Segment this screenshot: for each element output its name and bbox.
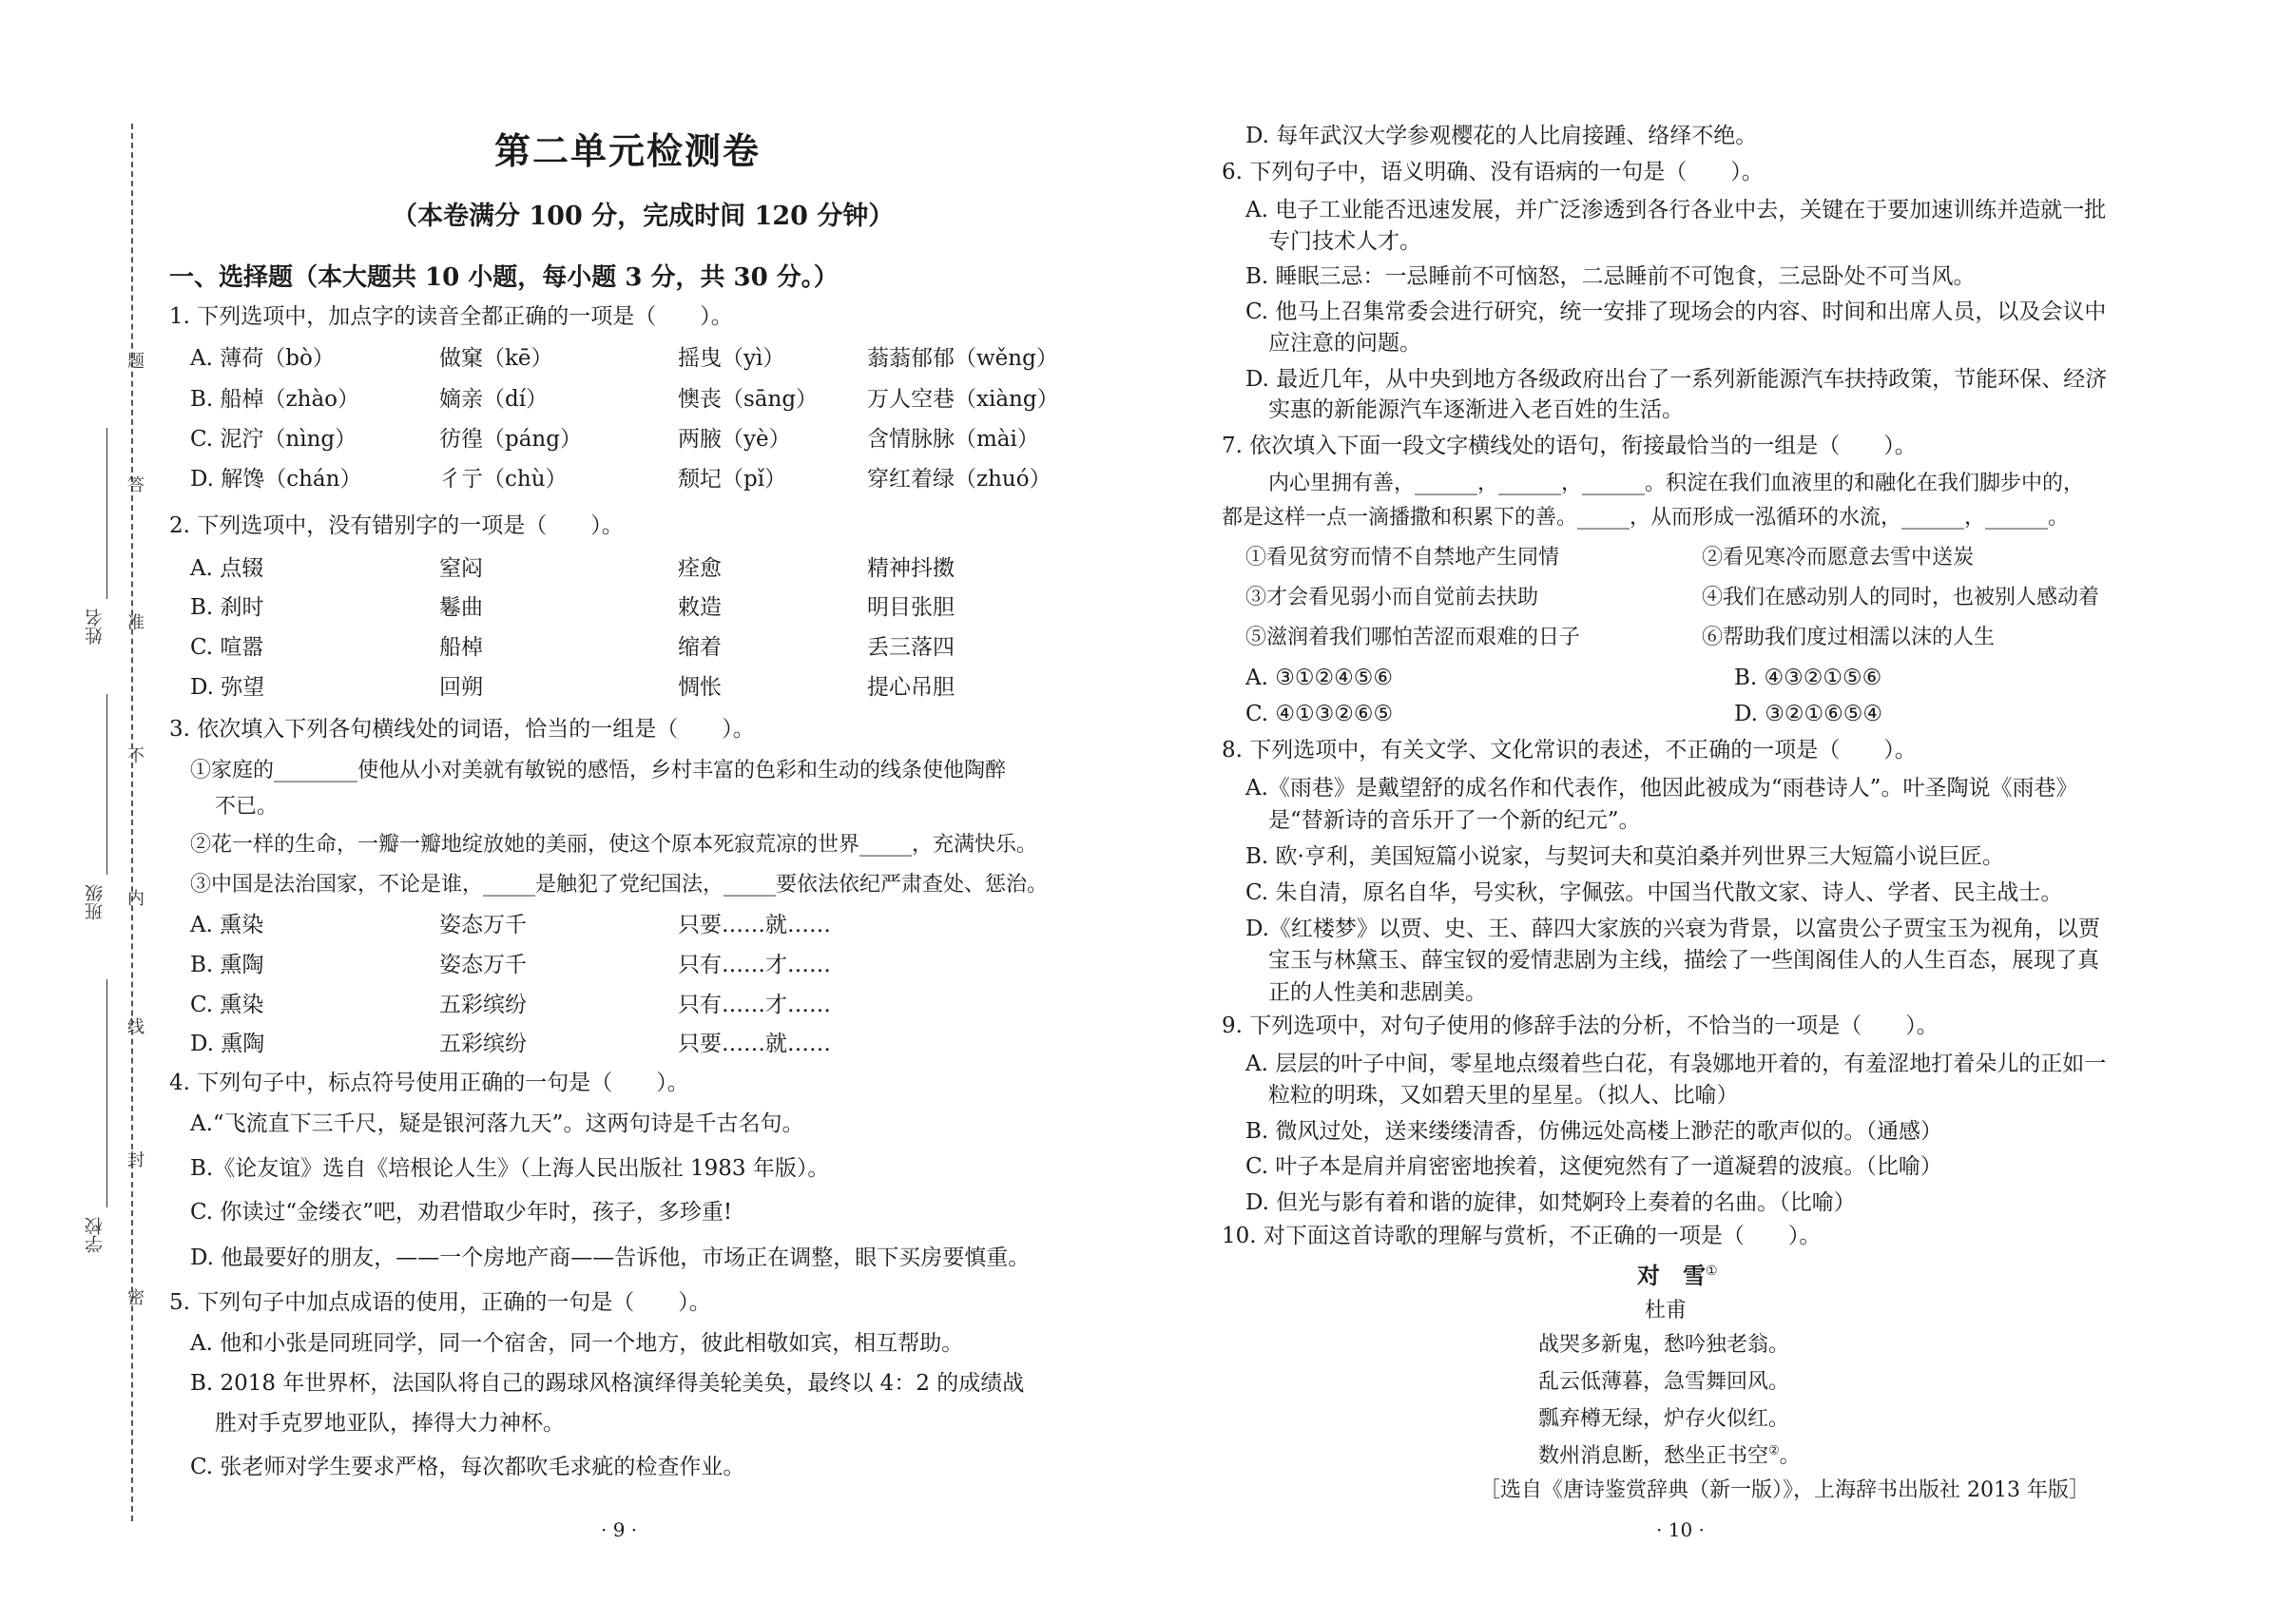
option-d-cont: 正的人性美和悲剧美。 <box>1268 980 1487 1005</box>
option-cell[interactable]: A. 薄荷（bò） <box>190 346 335 371</box>
option-cell: 只要……就…… <box>678 913 831 937</box>
option-d[interactable]: D. 但光与影有着和谐的旋律，如梵婀玲上奏着的名曲。（比喻） <box>1245 1190 1856 1215</box>
school-label: 学校 <box>85 1217 106 1253</box>
option-c[interactable]: C. 叶子本是肩并肩密密地挨着，这便宛然有了一道凝碧的波痕。（比喻） <box>1245 1154 1942 1179</box>
option-cell: 船棹 <box>439 635 483 660</box>
option-cell: 嫡亲（dí） <box>439 387 549 412</box>
poem-title-text: 对 雪 <box>1637 1262 1706 1289</box>
option-cell: 只有……才…… <box>678 993 831 1017</box>
option-a[interactable]: A. 层层的叶子中间，零星地点缀着些白花，有袅娜地开着的，有羞涩地打着朵儿的正如一 <box>1245 1052 2107 1076</box>
option-cell[interactable]: A. 点辍 <box>190 556 264 581</box>
question-stem: 2. 下列选项中，没有错别字的一项是（ ）。 <box>169 513 624 538</box>
poem-source: ［选自《唐诗鉴赏辞典（新一版）》，上海辞书出版社 2013 年版］ <box>1479 1478 2090 1502</box>
option-cell: 姿态万千 <box>439 953 527 977</box>
option-b-cont: 胜对手克罗地亚队，捧得大力神杯。 <box>215 1411 565 1436</box>
option-b[interactable]: B. 欧·亨利，美国短篇小说家，与契诃夫和莫泊桑并列世界三大短篇小说巨匠。 <box>1245 844 2004 869</box>
binding-dashed-line <box>131 124 133 1521</box>
option-cell: 做窠（kē） <box>439 346 553 371</box>
name-label: 姓名 <box>85 608 106 645</box>
answer-option[interactable]: A. ③①②④⑤⑥ <box>1245 666 1393 690</box>
sentence-3: ③中国是法治国家，不论是谁，_____是触犯了党纪国法，_____要依法依纪严肃查处、惩治。 <box>190 873 1049 897</box>
answer-option[interactable]: B. ④③②①⑤⑥ <box>1734 666 1882 690</box>
option-cell: 含情脉脉（mài） <box>867 427 1039 452</box>
poem-author: 杜甫 <box>1645 1299 1688 1323</box>
option-cell: 颓圮（pǐ） <box>678 467 787 492</box>
question-stem: 3. 依次填入下列各句横线处的词语，恰当的一组是（ ）。 <box>169 717 755 742</box>
binding-mark: 封 <box>125 1150 145 1168</box>
question-stem: 6. 下列句子中，语义明确、没有语病的一句是（ ）。 <box>1222 160 1764 184</box>
option-cell: 懊丧（sāng） <box>678 387 819 412</box>
name-blank-line[interactable] <box>106 428 107 599</box>
option-cell: 两腋（yè） <box>678 427 791 452</box>
option-b[interactable]: B. 2018 年世界杯，法国队将自己的踢球风格演绎得美轮美奂，最终以 4：2 的成绩战 <box>190 1371 1025 1396</box>
option-cell: 万人空巷（xiàng） <box>867 387 1059 412</box>
option-c[interactable]: C. 他马上召集常委会进行研究，统一安排了现场会的内容、时间和出席人员，以及会议中 <box>1245 299 2107 324</box>
option-cell: 穿红着绿（zhuó） <box>867 467 1052 492</box>
option-d[interactable]: D. 每年武汉大学参观樱花的人比肩接踵、络绎不绝。 <box>1245 124 1758 148</box>
option-c[interactable]: C. 你读过“金缕衣”吧，劝君惜取少年时，孩子，多珍重! <box>190 1200 733 1225</box>
option-cell[interactable]: C. 熏染 <box>190 993 264 1017</box>
option-d[interactable]: D.《红楼梦》以贾、史、王、薛四大家族的兴衰为背景，以富贵公子贾宝玉为视角，以贾 <box>1245 917 2100 941</box>
sentence-1: ①家庭的________使他从小对美就有敏锐的感悟，乡村丰富的色彩和生动的线条使他陶醉 <box>190 759 1007 782</box>
option-cell[interactable]: D. 解馋（chán） <box>190 467 362 492</box>
poem-line: 瓢弃樽无绿，炉存火似红。 <box>1538 1407 1790 1431</box>
option-d-cont: 宝玉与林黛玉、薛宝钗的爱情悲剧为主线，描绘了一些闺阁佳人的人生百态，展现了真 <box>1268 948 2099 973</box>
option-a-cont: 专门技术人才。 <box>1268 229 1421 254</box>
poem-line <box>1538 1439 1801 1469</box>
question-stem: 4. 下列句子中，标点符号使用正确的一句是（ ）。 <box>169 1071 689 1095</box>
school-blank-line[interactable] <box>106 979 107 1207</box>
option-cell: 提心吊胆 <box>867 675 955 700</box>
option-d[interactable]: D. 他最要好的朋友，——一个房地产商——告诉他，市场正在调整，眼下买房要慎重。 <box>190 1245 1031 1270</box>
option-cell[interactable]: D. 弥望 <box>190 675 265 700</box>
class-label: 班级 <box>85 884 106 920</box>
section-heading: 一、选择题（本大题共 10 小题，每小题 3 分，共 30 分。） <box>169 263 839 292</box>
option-a-cont: 粒粒的明珠，又如碧天里的星星。（拟人、比喻） <box>1268 1083 1739 1108</box>
footnote-marker: ① <box>1706 1264 1718 1279</box>
option-cell[interactable]: A. 熏染 <box>190 913 264 937</box>
question-stem: 1. 下列选项中，加点字的读音全都正确的一项是（ ）。 <box>169 304 733 329</box>
answer-option[interactable]: D. ③②①⑥⑤④ <box>1734 702 1882 726</box>
question-stem: 7. 依次填入下面一段文字横线处的语句，衔接最恰当的一组是（ ）。 <box>1222 434 1917 458</box>
option-cell: 敕造 <box>678 595 722 620</box>
option-cell: 彳亍（chù） <box>439 467 568 492</box>
option-a[interactable]: A. 电子工业能否迅速发展，并广泛渗透到各行各业中去，关键在于要加速训练并造就一批 <box>1245 198 2107 222</box>
option-c-cont: 应注意的问题。 <box>1268 331 1421 356</box>
question-stem: 9. 下列选项中，对句子使用的修辞手法的分析，不恰当的一项是（ ）。 <box>1222 1014 1939 1038</box>
option-cell: 精神抖擞 <box>867 556 955 581</box>
option-a[interactable]: A. 他和小张是同班同学，同一个宿舍，同一个地方，彼此相敬如宾，相互帮助。 <box>190 1331 964 1356</box>
binding-mark: 线 <box>125 1017 145 1034</box>
question-stem: 5. 下列句子中加点成语的使用，正确的一句是（ ）。 <box>169 1290 711 1315</box>
option-cell[interactable]: B. 熏陶 <box>190 953 264 977</box>
sentence-option: ④我们在感动别人的同时，也被别人感动着 <box>1702 586 2100 609</box>
poem-line: 战哭多新鬼，愁吟独老翁。 <box>1538 1333 1790 1357</box>
sentence-option: ②看见寒冷而愿意去雪中送炭 <box>1702 546 1975 570</box>
poem-line-end: 。 <box>1779 1444 1801 1468</box>
poem-line-text: 数州消息断，愁坐正书空 <box>1538 1444 1769 1468</box>
option-cell: 惆怅 <box>678 675 722 700</box>
option-cell: 缩着 <box>678 635 722 660</box>
option-cell: 五彩缤纷 <box>439 1032 527 1056</box>
option-cell[interactable]: C. 喧嚣 <box>190 635 264 660</box>
class-blank-line[interactable] <box>106 694 107 875</box>
option-cell: 五彩缤纷 <box>439 993 527 1017</box>
option-cell: 彷徨（páng） <box>439 427 582 452</box>
option-cell: 摇曳（yì） <box>678 346 785 371</box>
sentence-1-cont: 不已。 <box>215 795 279 819</box>
option-cell: 蓊蓊郁郁（wěng） <box>867 346 1058 371</box>
option-cell: 丢三落四 <box>867 635 955 660</box>
sentence-option: ⑤滋润着我们哪怕苦涩而艰难的日子 <box>1245 626 1581 649</box>
page-number: · 9 · <box>601 1518 638 1541</box>
option-cell: 明目张胆 <box>867 595 955 620</box>
page-number: · 10 · <box>1656 1518 1705 1541</box>
option-a[interactable]: A.“飞流直下三千尺，疑是银河落九天”。这两句诗是千古名句。 <box>190 1111 804 1136</box>
sentence-option: ①看见贫穷而情不自禁地产生同情 <box>1245 546 1560 570</box>
binding-mark: 密 <box>125 1288 145 1305</box>
question-stem: 8. 下列选项中，有关文学、文化常识的表述，不正确的一项是（ ）。 <box>1222 738 1917 763</box>
question-stem: 10. 对下面这首诗歌的理解与赏析，不正确的一项是（ ）。 <box>1222 1224 1822 1248</box>
binding-mark: 准 <box>125 613 145 630</box>
poem-line: 乱云低薄暮，急雪舞回风。 <box>1538 1370 1790 1394</box>
binding-mark: 内 <box>125 889 145 906</box>
option-c[interactable]: C. 朱自清，原名自华，号实秋，字佩弦。中国当代散文家、诗人、学者、民主战士。 <box>1245 880 2063 905</box>
option-cell: 回朔 <box>439 675 483 700</box>
option-a-cont: 是“替新诗的音乐开了一个新的纪元”。 <box>1268 808 1641 833</box>
option-cell: 鬈曲 <box>439 595 483 620</box>
binding-mark: 题 <box>125 352 145 369</box>
option-cell: 只有……才…… <box>678 953 831 977</box>
option-a[interactable]: A.《雨巷》是戴望舒的成名作和代表作，他因此被成为“雨巷诗人”。叶圣陶说《雨巷》 <box>1245 776 2078 801</box>
option-cell: 痊愈 <box>678 556 722 581</box>
poem-title <box>1637 1257 1718 1290</box>
option-cell: 只要……就…… <box>678 1032 831 1056</box>
option-cell[interactable]: B. 刹时 <box>190 595 264 620</box>
option-d-cont: 实惠的新能源汽车逐渐进入老百姓的生活。 <box>1268 397 1684 422</box>
sentence-option: ③才会看见弱小而自觉前去扶助 <box>1245 586 1539 609</box>
option-cell: 姿态万千 <box>439 913 527 937</box>
option-cell[interactable]: D. 熏陶 <box>190 1032 265 1056</box>
option-cell[interactable]: B. 船棹（zhào） <box>190 387 360 412</box>
footnote-marker: ② <box>1768 1443 1780 1458</box>
passage-line-1: 内心里拥有善，______，______，______。积淀在我们血液里的和融化在我们脚步中的， <box>1268 472 2085 495</box>
option-b[interactable]: B. 睡眠三忌：一忌睡前不可恼怒，二忌睡前不可饱食，三忌卧处不可当风。 <box>1245 264 1976 289</box>
option-c[interactable]: C. 张老师对学生要求严格，每次都吹毛求疵的检查作业。 <box>190 1455 745 1479</box>
passage-line-2: 都是这样一点一滴播撒和积累下的善。_____，从而形成一泓循环的水流，______，______。 <box>1222 506 2070 530</box>
option-b[interactable]: B.《论友谊》选自《培根论人生》（上海人民出版社 1983 年版）。 <box>190 1156 830 1181</box>
page-subtitle: （本卷满分 100 分，完成时间 120 分钟） <box>392 202 895 231</box>
option-d[interactable]: D. 最近几年，从中央到地方各级政府出台了一系列新能源汽车扶持政策，节能环保、经济 <box>1245 367 2108 392</box>
option-cell: 窒闷 <box>439 556 483 581</box>
binding-mark: 不 <box>125 746 145 763</box>
option-b[interactable]: B. 微风过处，送来缕缕清香，仿佛远处高楼上渺茫的歌声似的。（通感） <box>1245 1119 1943 1144</box>
page-title: 第二单元检测卷 <box>494 129 762 172</box>
option-cell[interactable]: C. 泥泞（nìng） <box>190 427 357 452</box>
sentence-2: ②花一样的生命，一瓣一瓣地绽放她的美丽，使这个原本死寂荒凉的世界_____，充满快乐。 <box>190 833 1038 857</box>
binding-mark: 答 <box>125 475 145 492</box>
sentence-option: ⑥帮助我们度过相濡以沫的人生 <box>1702 626 1996 649</box>
answer-option[interactable]: C. ④①③②⑥⑤ <box>1245 702 1394 726</box>
